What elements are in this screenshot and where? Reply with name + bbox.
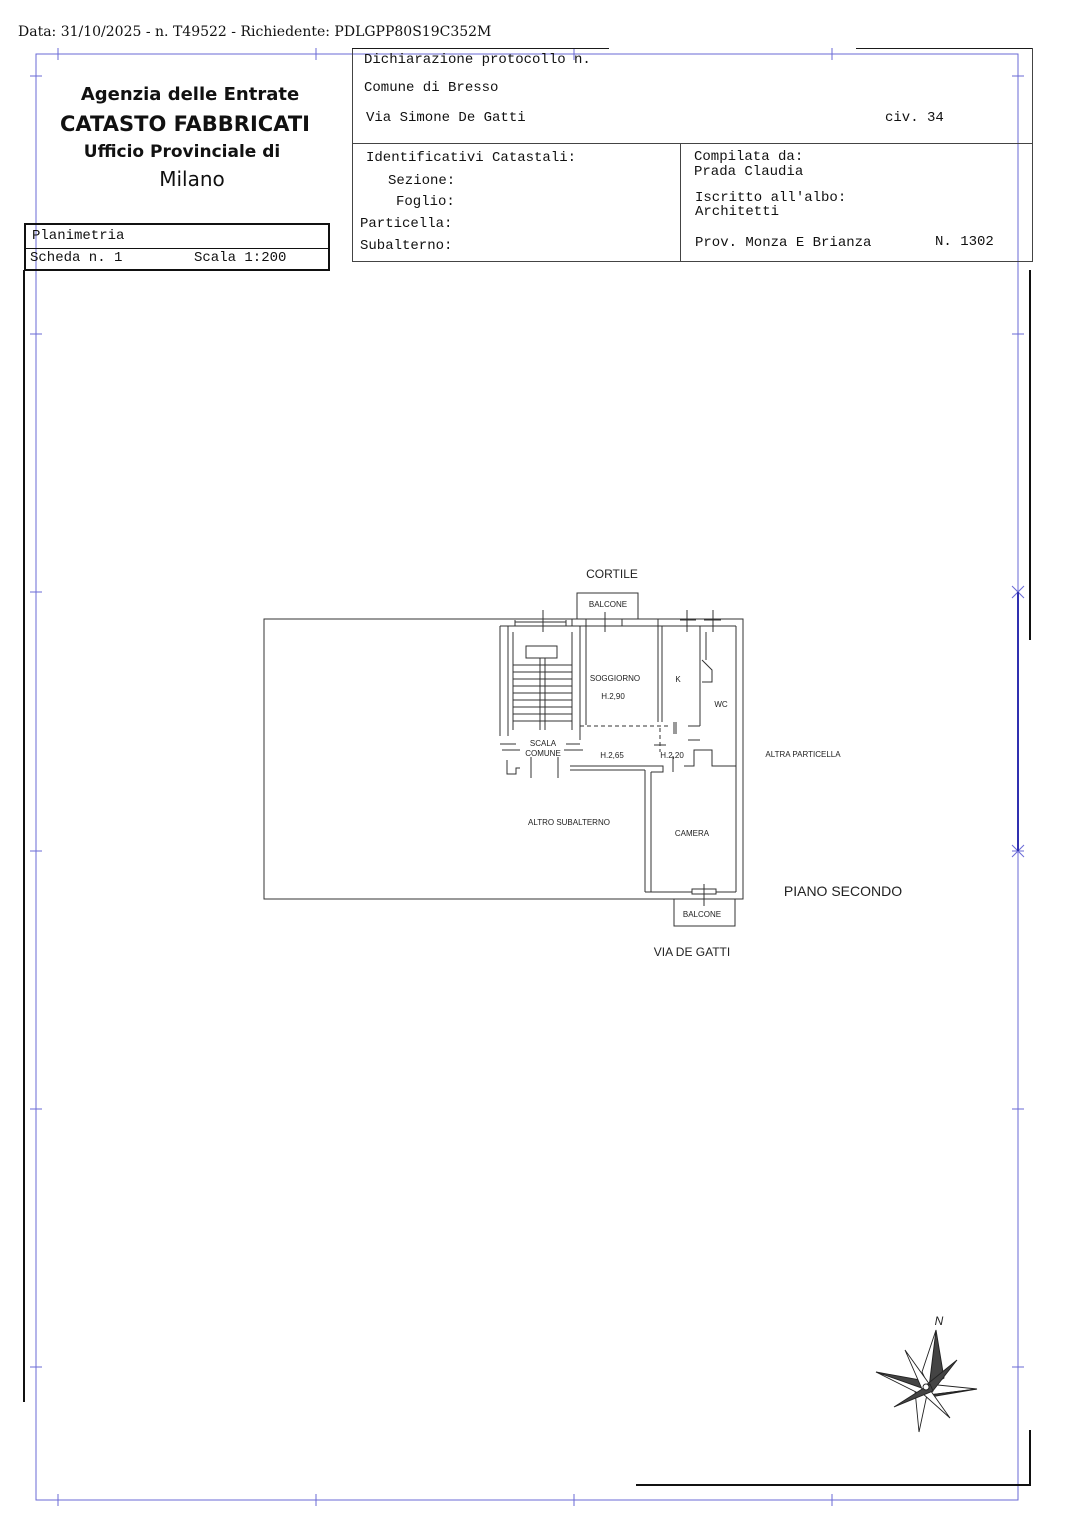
via-label: Via Simone De Gatti <box>366 110 526 126</box>
scala-label-2: COMUNE <box>525 749 561 758</box>
altro-subalterno-label: ALTRO SUBALTERNO <box>528 818 610 827</box>
compass-rose-icon <box>876 1330 977 1432</box>
piano-secondo-label: PIANO SECONDO <box>783 883 903 899</box>
agency-title: Agenzia delle Entrate <box>80 84 300 105</box>
print-stamp: Data: 31/10/2025 - n. T49522 - Richiedente: PDLGPP80S19C352M <box>18 24 492 40</box>
scala-label-1: SCALA <box>529 739 557 748</box>
cortile-label: CORTILE <box>586 567 638 581</box>
iscritto-value: Architetti <box>695 204 780 220</box>
compilata-name: Prada Claudia <box>694 164 804 180</box>
balcone-bottom-label: BALCONE <box>682 910 722 919</box>
balcone-top-label: BALCONE <box>588 600 628 609</box>
sezione-label: Sezione: <box>388 173 456 189</box>
k-label: K <box>675 675 681 684</box>
wc-label: WC <box>714 700 728 709</box>
scala-label: Scala 1:200 <box>194 250 287 266</box>
dichiarazione-label: Dichiarazione protocollo n. <box>364 52 591 68</box>
civ-label: civ. 34 <box>885 110 944 126</box>
h220-label: H.2,20 <box>660 751 684 760</box>
h265-label: H.2,65 <box>600 751 624 760</box>
particella-label: Particella: <box>360 216 453 232</box>
numero-label: N. 1302 <box>935 234 994 250</box>
catasto-title: CATASTO FABBRICATI <box>60 112 310 136</box>
foglio-label: Foglio: <box>396 194 455 210</box>
identificativi-label: Identificativi Catastali: <box>366 150 577 166</box>
subalterno-label: Subalterno: <box>360 238 453 254</box>
city-title: Milano <box>159 167 225 191</box>
scheda-label: Scheda n. 1 <box>30 250 123 266</box>
compilata-label: Compilata da: <box>694 149 804 165</box>
planimetria-label: Planimetria <box>32 228 125 244</box>
prov-label: Prov. Monza E Brianza <box>695 235 872 251</box>
north-label: N <box>934 1314 944 1328</box>
h290-label: H.2,90 <box>601 692 625 701</box>
iscritto-label: Iscritto all'albo: <box>695 190 847 206</box>
camera-label: CAMERA <box>674 829 710 838</box>
soggiorno-label: SOGGIORNO <box>589 674 641 683</box>
ufficio-title: Ufficio Provinciale di <box>83 142 281 162</box>
via-de-gatti-label: VIA DE GATTI <box>653 945 731 959</box>
comune-label: Comune di Bresso <box>364 80 499 96</box>
altra-particella-label: ALTRA PARTICELLA <box>765 750 841 759</box>
